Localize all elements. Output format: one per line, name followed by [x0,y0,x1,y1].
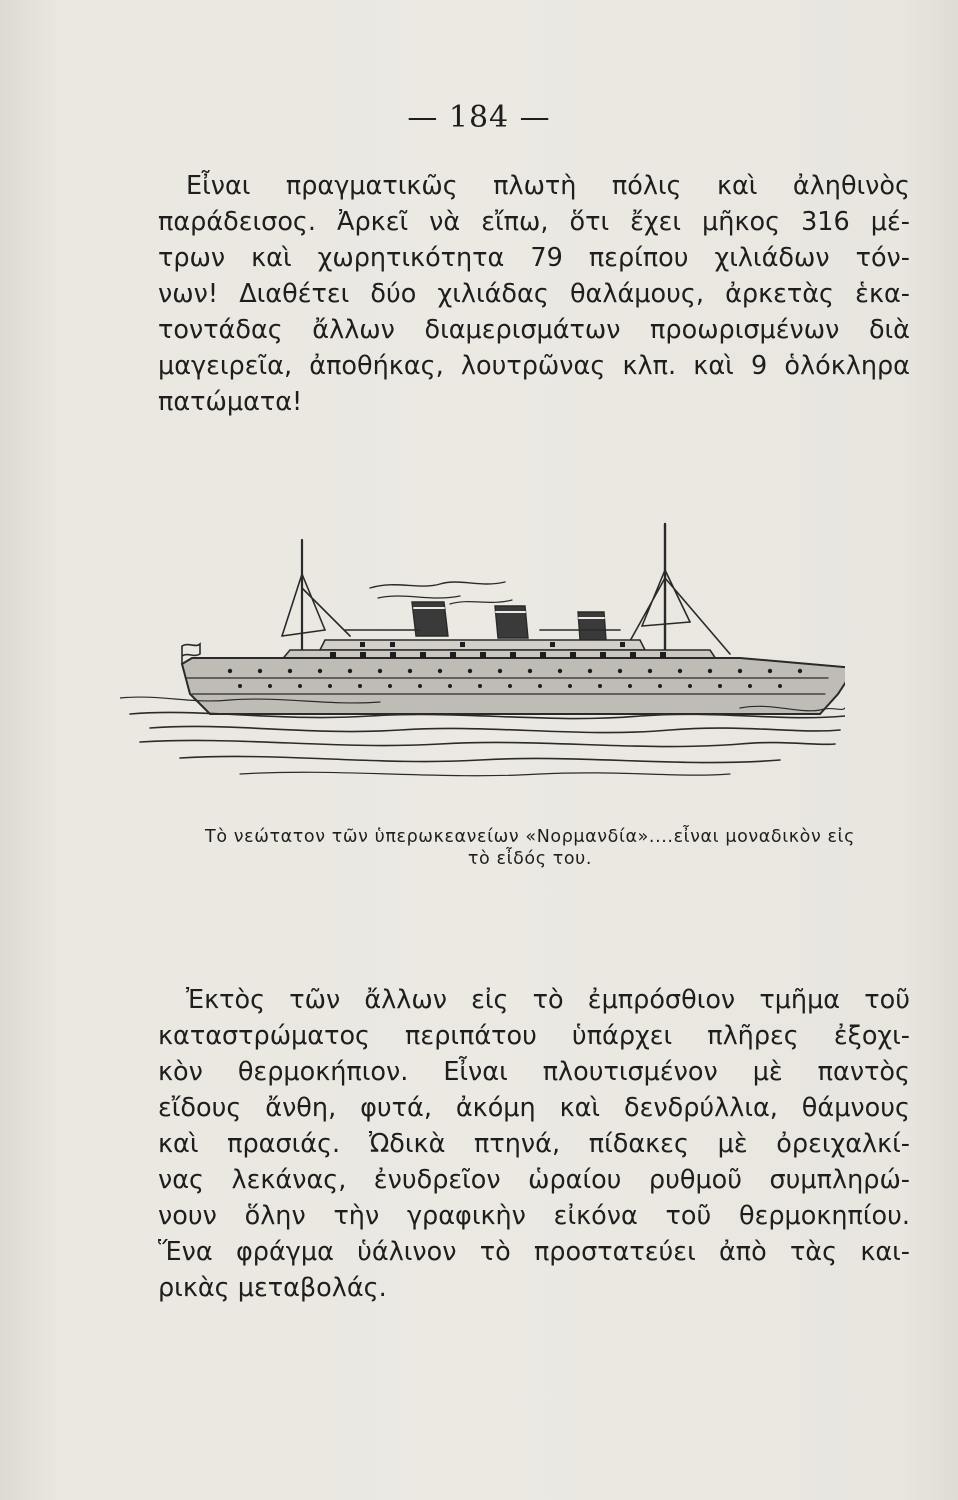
page-number: — 184 — [407,100,551,135]
text-line: εἴδους ἄνθη, φυτά, ἀκόμη καὶ δενδρύλλια, θάμνους [158,1093,910,1123]
text-line: νων! Διαθέτει δύο χιλιάδας θαλάμους, ἀρκετὰς ἑκα- [158,279,910,309]
ocean-liner-illustration [120,518,845,808]
caption-line: τὸ εἶδός του. [467,849,593,869]
text-line: πατώματα! [158,387,303,417]
text-line: τρων καὶ χωρητικότητα 79 περίπου χιλιάδων τόν- [158,243,910,273]
paragraph-2 [158,982,910,1306]
text-line: κὸν θερμοκήπιον. Εἶναι πλουτισμένον μὲ παντὸς [158,1057,910,1087]
paragraph-1 [158,168,910,420]
illustration-caption [150,826,910,870]
text-line: Ἕνα φράγμα ὑάλινον τὸ προστατεύει ἀπὸ τὰς και- [158,1237,910,1267]
text-line: παράδεισος. Ἀρκεῖ νὰ εἴπω, ὅτι ἔχει μῆκος 316 μέ- [158,207,910,237]
text-line: καὶ πρασιάς. Ὠδικὰ πτηνά, πίδακες μὲ ὀρειχαλκί- [158,1129,910,1159]
caption-line: Τὸ νεώτατον τῶν ὑπερωκεανείων «Νορμανδία»....εἶναι μοναδικὸν εἰς [205,827,855,847]
text-line: τοντάδας ἄλλων διαμερισμάτων προωρισμένων διὰ [158,315,910,345]
text-line: ρικὰς μεταβολάς. [158,1273,387,1303]
text-line: μαγειρεῖα, ἀποθήκας, λουτρῶνας κλπ. καὶ 9 ὁλόκληρα [158,351,910,381]
text-line: καταστρώματος περιπάτου ὑπάρχει πλῆρες ἐξοχι- [158,1021,910,1051]
text-line: Ἐκτὸς τῶν ἄλλων εἰς τὸ ἐμπρόσθιον τμῆμα τοῦ [186,985,910,1015]
text-line: νας λεκάνας, ἐνυδρεῖον ὡραίου ρυθμοῦ συμπληρώ- [158,1165,910,1195]
text-line: Εἶναι πραγματικῶς πλωτὴ πόλις καὶ ἀληθινὸς [186,171,910,201]
text-line: νουν ὅλην τὴν γραφικὴν εἰκόνα τοῦ θερμοκηπίου. [158,1201,910,1231]
